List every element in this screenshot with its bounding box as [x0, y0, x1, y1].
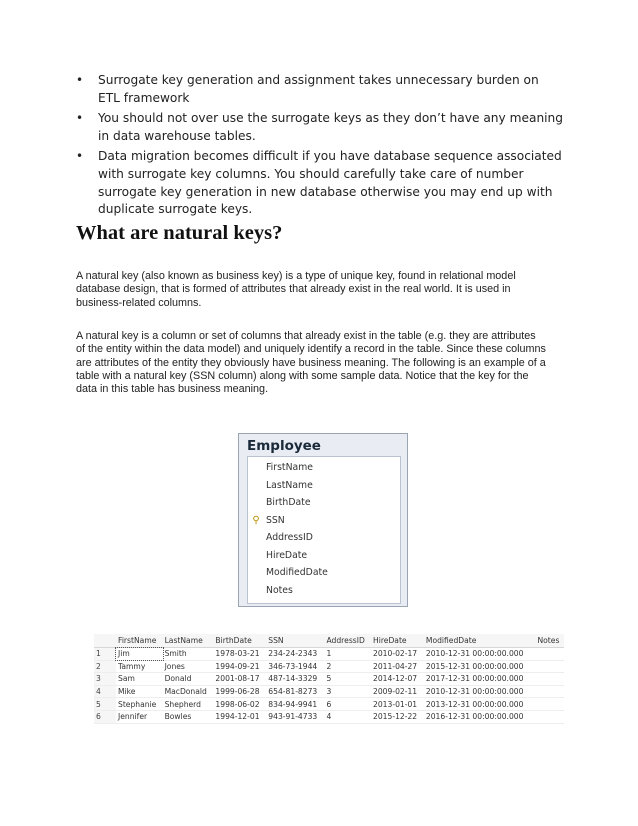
entity-column: FirstName	[266, 462, 313, 473]
bullet-text: You should not over use the surrogate keys as they don’t have any meaning in data warehouse tables.	[98, 111, 564, 143]
row-number[interactable]: 2	[94, 660, 116, 673]
bullet-item	[76, 72, 564, 107]
grid-header: Notes	[535, 634, 564, 648]
grid-cell[interactable]: 2013-12-31 00:00:00.000	[424, 698, 536, 711]
bullet-item	[76, 148, 564, 218]
table-row[interactable]	[94, 685, 564, 698]
bullet-glyph: •	[76, 111, 84, 126]
grid-cell[interactable]: 2015-12-31 00:00:00.000	[424, 660, 536, 673]
entity-column: ModifiedDate	[266, 567, 328, 578]
grid-cell[interactable]: Shepherd	[163, 698, 214, 711]
grid-cell[interactable]: 2	[324, 660, 371, 673]
grid-cell[interactable]: Stephanie	[116, 698, 163, 711]
grid-cell[interactable]: Bowles	[163, 710, 214, 723]
bullet-text: Surrogate key generation and assignment takes unnecessary burden on ETL framework	[98, 73, 539, 105]
grid-cell[interactable]: Mike	[116, 685, 163, 698]
table-row[interactable]	[94, 698, 564, 711]
bullet-list	[76, 72, 564, 222]
bullet-glyph: •	[76, 149, 84, 164]
grid-cell[interactable]: 1978-03-21	[213, 648, 266, 661]
row-number[interactable]: 5	[94, 698, 116, 711]
grid-cell[interactable]	[535, 648, 564, 661]
grid-cell[interactable]: 6	[324, 698, 371, 711]
row-number[interactable]: 6	[94, 710, 116, 723]
entity-column: LastName	[266, 479, 313, 491]
grid-header: ModifiedDate	[424, 634, 536, 648]
entity-column: HireDate	[266, 549, 308, 561]
entity-column-list	[247, 456, 401, 604]
grid-cell[interactable]: 1994-09-21	[213, 660, 266, 673]
grid-cell[interactable]: 2010-12-31 00:00:00.000	[424, 648, 536, 661]
grid-cell[interactable]: Jennifer	[116, 710, 163, 723]
grid-cell[interactable]: 2011-04-27	[371, 660, 424, 673]
grid-cell[interactable]	[535, 685, 564, 698]
grid-cell[interactable]: 1994-12-01	[213, 710, 266, 723]
grid-corner	[94, 634, 116, 648]
grid-cell[interactable]: 1998-06-02	[213, 698, 266, 711]
key-icon: ⚲	[252, 514, 260, 526]
grid-cell[interactable]: 234-24-2343	[266, 648, 324, 661]
grid-cell[interactable]	[535, 710, 564, 723]
row-number[interactable]: 1	[94, 648, 116, 661]
grid-cell[interactable]: 346-73-1944	[266, 660, 324, 673]
table-row[interactable]	[94, 673, 564, 686]
entity-column: AddressID	[266, 532, 313, 543]
entity-title: Employee	[247, 438, 321, 454]
bullet-glyph: •	[76, 73, 84, 87]
bullet-item	[76, 110, 564, 145]
grid-cell[interactable]: Jones	[163, 660, 214, 673]
grid-cell[interactable]: 1	[324, 648, 371, 661]
grid-header: LastName	[163, 634, 214, 648]
grid-cell[interactable]: 654-81-8273	[266, 685, 324, 698]
grid-header: BirthDate	[213, 634, 266, 648]
grid-cell[interactable]: 4	[324, 710, 371, 723]
results-grid	[94, 634, 564, 724]
grid-cell[interactable]: 5	[324, 673, 371, 686]
grid-cell[interactable]: 2001-08-17	[213, 673, 266, 686]
grid-cell[interactable]: 943-91-4733	[266, 710, 324, 723]
grid-cell[interactable]: 1999-06-28	[213, 685, 266, 698]
grid-header-row	[94, 634, 564, 648]
grid-cell[interactable]: 2010-02-17	[371, 648, 424, 661]
entity-column-key: SSN	[266, 514, 285, 526]
table-row[interactable]	[94, 648, 564, 661]
section-heading: What are natural keys?	[76, 222, 283, 244]
grid-cell[interactable]: 3	[324, 685, 371, 698]
entity-column: Notes	[266, 584, 293, 596]
row-number[interactable]: 4	[94, 685, 116, 698]
table-row[interactable]	[94, 660, 564, 673]
employee-entity-diagram	[238, 433, 408, 607]
grid-cell[interactable]: 2013-01-01	[371, 698, 424, 711]
grid-cell[interactable]: MacDonald	[163, 685, 214, 698]
grid-cell[interactable]	[535, 673, 564, 686]
grid-cell[interactable]: Tammy	[116, 660, 163, 673]
bullet-text: Data migration becomes difficult if you have database sequence associated with surrogate key columns. You should carefully take care of number surrogate key generation in new database otherwise you may end up with duplicate surrogate keys.	[98, 149, 562, 217]
grid-cell[interactable]: 2016-12-31 00:00:00.000	[424, 710, 536, 723]
grid-cell[interactable]: 2017-12-31 00:00:00.000	[424, 673, 536, 686]
paragraph-definition: A natural key (also known as business key) is a type of unique key, found in relational model database design, that is formed of attributes that already exist in the real world. It is used in business-related columns.	[76, 270, 516, 309]
grid-body	[94, 648, 564, 724]
grid-cell[interactable]: Sam	[116, 673, 163, 686]
grid-header: HireDate	[371, 634, 424, 648]
grid-cell[interactable]: 2014-12-07	[371, 673, 424, 686]
grid-cell[interactable]: 2010-12-31 00:00:00.000	[424, 685, 536, 698]
grid-cell[interactable]: 487-14-3329	[266, 673, 324, 686]
grid-cell[interactable]: 834-94-9941	[266, 698, 324, 711]
table-row[interactable]	[94, 710, 564, 723]
grid-header: SSN	[266, 634, 324, 648]
paragraph-example: A natural key is a column or set of columns that already exist in the table (e.g. they are attributes of the entity within the data model) and uniquely identify a record in the table. Since these columns are attributes of the entity they obviously have business meaning. The following is an example of a table with a natural key (SSN column) along with some sample data. Notice that the key for the data in this table has business meaning.	[76, 330, 546, 396]
row-number[interactable]: 3	[94, 673, 116, 686]
grid-cell[interactable]	[535, 698, 564, 711]
grid-cell[interactable]	[535, 660, 564, 673]
grid-cell[interactable]: Smith	[163, 648, 214, 661]
grid-cell[interactable]: Donald	[163, 673, 214, 686]
grid-cell[interactable]: 2015-12-22	[371, 710, 424, 723]
grid-header: AddressID	[324, 634, 371, 648]
grid-cell[interactable]: Jim	[116, 648, 163, 661]
grid-header: FirstName	[116, 634, 163, 648]
grid-cell[interactable]: 2009-02-11	[371, 685, 424, 698]
entity-column: BirthDate	[266, 497, 311, 508]
